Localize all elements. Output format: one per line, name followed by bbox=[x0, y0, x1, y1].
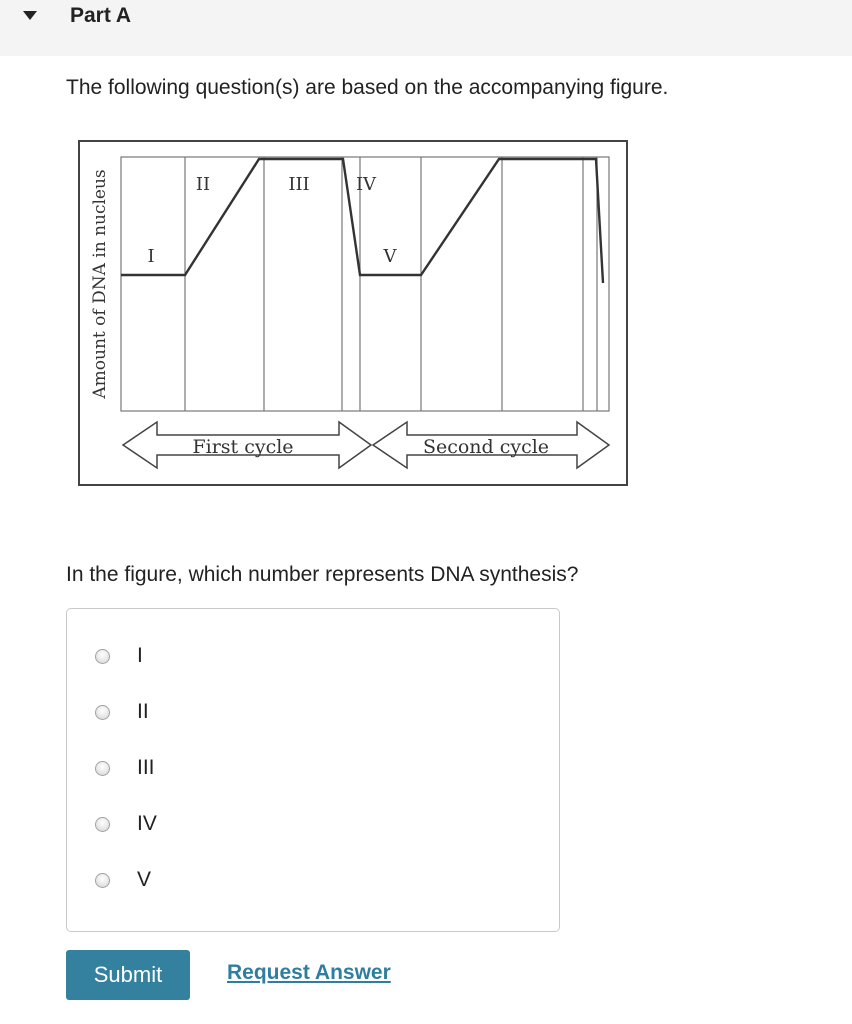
dna-cycle-figure bbox=[77, 139, 629, 487]
option-label-v: V bbox=[137, 868, 152, 891]
option-iii[interactable] bbox=[95, 753, 395, 783]
first-cycle-label: First cycle bbox=[192, 436, 294, 458]
part-header bbox=[0, 0, 852, 56]
option-ii[interactable] bbox=[95, 697, 395, 727]
question-text: In the figure, which number represents DNA synthesis? bbox=[66, 563, 579, 586]
phase-label-i: I bbox=[147, 246, 155, 267]
collapse-toggle[interactable] bbox=[0, 0, 60, 40]
phase-label-iv: IV bbox=[355, 174, 377, 195]
phase-label-ii: II bbox=[195, 174, 211, 195]
radio-button-iii[interactable] bbox=[95, 761, 110, 776]
option-iv[interactable] bbox=[95, 809, 395, 839]
phase-label-v: V bbox=[383, 246, 397, 267]
radio-button-ii[interactable] bbox=[95, 705, 110, 720]
y-axis-label: Amount of DNA in nucleus bbox=[90, 169, 110, 399]
option-label-iv: IV bbox=[137, 812, 157, 835]
submit-button[interactable]: Submit bbox=[66, 950, 190, 1000]
intro-text: The following question(s) are based on the accompanying figure. bbox=[66, 76, 669, 99]
option-label-i: I bbox=[137, 644, 143, 667]
phase-label-iii: III bbox=[288, 174, 310, 195]
option-label-iii: III bbox=[137, 756, 155, 779]
request-answer-link[interactable]: Request Answer bbox=[227, 961, 391, 984]
caret-down-icon bbox=[23, 11, 37, 21]
second-cycle-label: Second cycle bbox=[422, 436, 550, 458]
option-i[interactable] bbox=[95, 641, 395, 671]
radio-button-iv[interactable] bbox=[95, 817, 110, 832]
radio-button-i[interactable] bbox=[95, 649, 110, 664]
answer-options bbox=[66, 608, 560, 932]
dna-figure-svg bbox=[77, 139, 629, 487]
part-title: Part A bbox=[70, 4, 132, 27]
option-label-ii: II bbox=[137, 700, 149, 723]
option-v[interactable] bbox=[95, 865, 395, 895]
radio-button-v[interactable] bbox=[95, 873, 110, 888]
